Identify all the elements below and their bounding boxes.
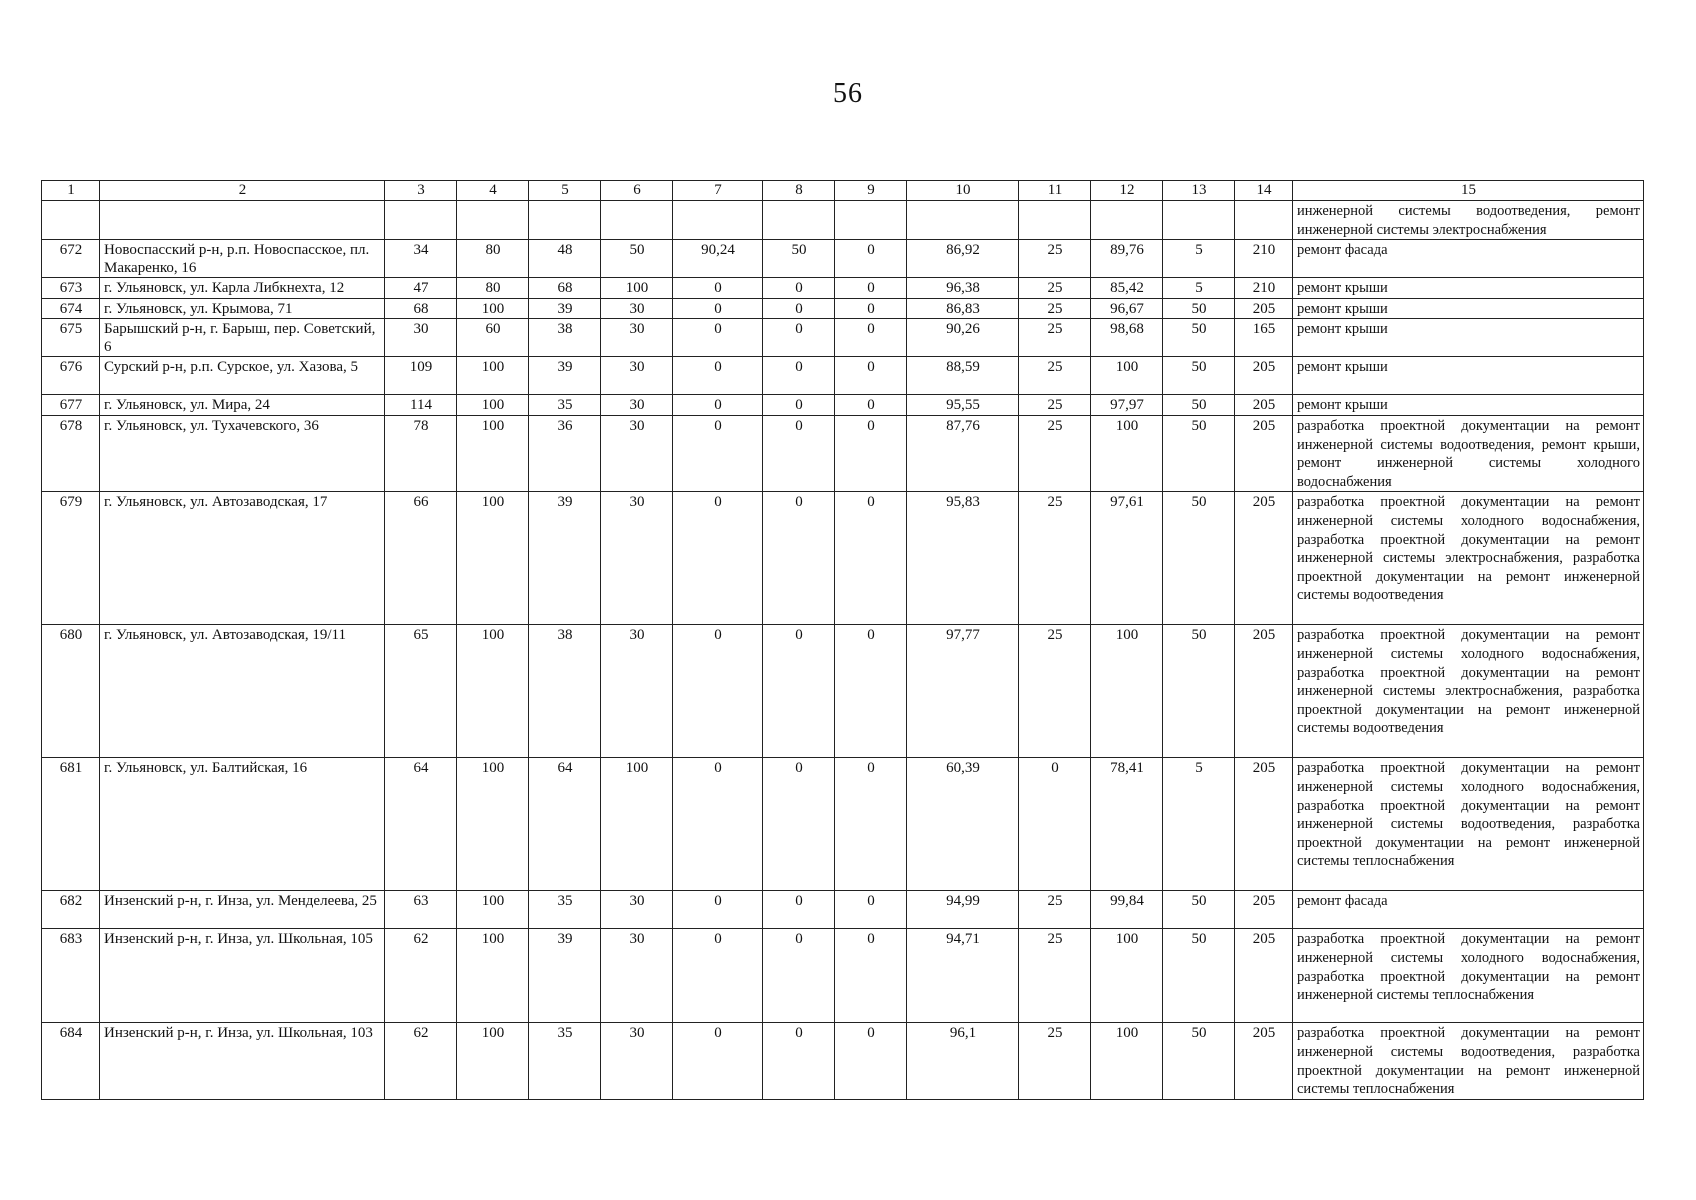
value-cell-c12: 78,41: [1091, 758, 1163, 891]
value-cell-c14: 205: [1235, 891, 1293, 929]
value-cell-c7: 0: [673, 298, 763, 319]
value-cell-c13: 50: [1163, 298, 1235, 319]
column-header: 8: [763, 181, 835, 201]
column-header: 7: [673, 181, 763, 201]
value-cell-c4: 100: [457, 357, 529, 395]
address-cell: Инзенский р-н, г. Инза, ул. Школьная, 105: [100, 929, 385, 1023]
value-cell-c4: 80: [457, 278, 529, 299]
value-cell-c13: 5: [1163, 240, 1235, 278]
value-cell-c10: 94,71: [907, 929, 1019, 1023]
value-cell-c4: 100: [457, 891, 529, 929]
value-cell-c5: 68: [529, 278, 601, 299]
value-cell-c13: 50: [1163, 395, 1235, 416]
work-description: ремонт крыши: [1293, 319, 1644, 357]
value-cell-c4: 80: [457, 240, 529, 278]
value-cell-c4: 100: [457, 415, 529, 491]
column-header: 12: [1091, 181, 1163, 201]
value-cell-c11: 25: [1019, 319, 1091, 357]
table-row: [42, 357, 1644, 395]
value-cell-c14: 205: [1235, 1023, 1293, 1099]
value-cell-c14: 205: [1235, 395, 1293, 416]
address-cell: г. Ульяновск, ул. Мира, 24: [100, 395, 385, 416]
value-cell-c5: 48: [529, 240, 601, 278]
value-cell-c3: 65: [385, 625, 457, 758]
value-cell-c12: 100: [1091, 1023, 1163, 1099]
value-cell-c9: 0: [835, 492, 907, 625]
value-cell-c10: 86,92: [907, 240, 1019, 278]
value-cell-c8: 0: [763, 357, 835, 395]
value-cell-c14: 205: [1235, 415, 1293, 491]
value-cell-c14: 210: [1235, 240, 1293, 278]
work-description: разработка проектной документации на ремонт инженерной системы водоотведения, разработка проектной документации на ремонт инженерной системы теплоснабжения: [1293, 1023, 1644, 1099]
value-cell-c7: 0: [673, 492, 763, 625]
value-cell-c12: 97,61: [1091, 492, 1163, 625]
value-cell-c8: 50: [763, 240, 835, 278]
value-cell-c9: 0: [835, 891, 907, 929]
row-number: 678: [42, 415, 100, 491]
column-header: 9: [835, 181, 907, 201]
column-header: 15: [1293, 181, 1644, 201]
address-cell: г. Ульяновск, ул. Автозаводская, 19/11: [100, 625, 385, 758]
value-cell-c12: 89,76: [1091, 240, 1163, 278]
value-cell-c13: 5: [1163, 758, 1235, 891]
column-header: 14: [1235, 181, 1293, 201]
value-cell-c7: 0: [673, 395, 763, 416]
value-cell-c6: 30: [601, 625, 673, 758]
value-cell-c11: 25: [1019, 415, 1091, 491]
table-row: [42, 1023, 1644, 1099]
column-number-row: [42, 181, 1644, 201]
address-cell: Инзенский р-н, г. Инза, ул. Менделеева, 25: [100, 891, 385, 929]
value-cell-c5: 38: [529, 319, 601, 357]
value-cell-c3: 66: [385, 492, 457, 625]
column-header: 11: [1019, 181, 1091, 201]
work-description: разработка проектной документации на ремонт инженерной системы холодного водоснабжения, разработка проектной документации на ремонт инженерной системы водоотведения, разработка проектной документации на ремонт инженерной системы теплоснабжения: [1293, 758, 1644, 891]
value-cell-c14: 165: [1235, 319, 1293, 357]
value-cell-c7: 0: [673, 1023, 763, 1099]
value-cell-c4: 100: [457, 625, 529, 758]
value-cell-c4: 100: [457, 298, 529, 319]
table-row: [42, 278, 1644, 299]
value-cell-c10: 60,39: [907, 758, 1019, 891]
value-cell-c12: 100: [1091, 929, 1163, 1023]
value-cell-c14: 210: [1235, 278, 1293, 299]
value-cell-c7: 0: [673, 891, 763, 929]
value-cell-c5: 38: [529, 625, 601, 758]
value-cell-c10: 96,1: [907, 1023, 1019, 1099]
value-cell-c8: 0: [763, 395, 835, 416]
value-cell-c11: 25: [1019, 240, 1091, 278]
work-description: разработка проектной документации на ремонт инженерной системы холодного водоснабжения, разработка проектной документации на ремонт инженерной системы электроснабжения, разработка проектной документации на ремонт инженерной системы водоотведения: [1293, 625, 1644, 758]
data-table: [41, 180, 1644, 1100]
value-cell-c10: 90,26: [907, 319, 1019, 357]
value-cell-c12: 100: [1091, 357, 1163, 395]
value-cell-c5: 36: [529, 415, 601, 491]
address-cell: Новоспасский р-н, р.п. Новоспасское, пл. Макаренко, 16: [100, 240, 385, 278]
column-header: 13: [1163, 181, 1235, 201]
value-cell-c11: 25: [1019, 492, 1091, 625]
value-cell-c9: 0: [835, 298, 907, 319]
table-row: [42, 492, 1644, 625]
work-description: ремонт крыши: [1293, 395, 1644, 416]
address-cell: г. Ульяновск, ул. Крымова, 71: [100, 298, 385, 319]
value-cell-c3: 63: [385, 891, 457, 929]
value-cell-c8: 0: [763, 929, 835, 1023]
column-header: 4: [457, 181, 529, 201]
column-header: 5: [529, 181, 601, 201]
value-cell-c9: 0: [835, 240, 907, 278]
table-row: [42, 758, 1644, 891]
value-cell-c8: 0: [763, 298, 835, 319]
value-cell-c8: 0: [763, 319, 835, 357]
value-cell-c3: 34: [385, 240, 457, 278]
table-row: [42, 240, 1644, 278]
table-row: [42, 298, 1644, 319]
row-number: 682: [42, 891, 100, 929]
value-cell-c14: 205: [1235, 492, 1293, 625]
value-cell-c7: 0: [673, 758, 763, 891]
row-number: 672: [42, 240, 100, 278]
value-cell-c8: 0: [763, 758, 835, 891]
value-cell-c3: 78: [385, 415, 457, 491]
value-cell-c12: 100: [1091, 415, 1163, 491]
value-cell-c14: 205: [1235, 357, 1293, 395]
value-cell-c4: 100: [457, 758, 529, 891]
value-cell-c7: 0: [673, 625, 763, 758]
value-cell-c13: 50: [1163, 929, 1235, 1023]
value-cell-c9: 0: [835, 1023, 907, 1099]
value-cell-c10: 95,55: [907, 395, 1019, 416]
value-cell-c5: 35: [529, 1023, 601, 1099]
value-cell-c3: 62: [385, 929, 457, 1023]
value-cell-c9: 0: [835, 929, 907, 1023]
value-cell-c6: 30: [601, 319, 673, 357]
value-cell-c13: 50: [1163, 319, 1235, 357]
column-header: 10: [907, 181, 1019, 201]
work-description: ремонт фасада: [1293, 240, 1644, 278]
value-cell-c8: 0: [763, 492, 835, 625]
value-cell-c4: 100: [457, 929, 529, 1023]
value-cell-c14: 205: [1235, 929, 1293, 1023]
table-row: [42, 625, 1644, 758]
address-cell: г. Ульяновск, ул. Автозаводская, 17: [100, 492, 385, 625]
value-cell-c13: 50: [1163, 1023, 1235, 1099]
table-row: [42, 415, 1644, 491]
value-cell-c9: 0: [835, 625, 907, 758]
value-cell-c4: 100: [457, 395, 529, 416]
value-cell-c12: 97,97: [1091, 395, 1163, 416]
value-cell-c10: 96,38: [907, 278, 1019, 299]
row-number: 684: [42, 1023, 100, 1099]
work-description: ремонт фасада: [1293, 891, 1644, 929]
value-cell-c7: 0: [673, 929, 763, 1023]
row-number: 681: [42, 758, 100, 891]
value-cell-c9: 0: [835, 758, 907, 891]
value-cell-c6: 30: [601, 415, 673, 491]
value-cell-c9: 0: [835, 395, 907, 416]
value-cell-c5: 39: [529, 492, 601, 625]
value-cell-c6: 30: [601, 1023, 673, 1099]
value-cell-c6: 50: [601, 240, 673, 278]
work-description: разработка проектной документации на ремонт инженерной системы водоотведения, ремонт крыши, ремонт инженерной системы холодного водоснабжения: [1293, 415, 1644, 491]
value-cell-c3: 30: [385, 319, 457, 357]
value-cell-c5: 35: [529, 395, 601, 416]
value-cell-c6: 30: [601, 492, 673, 625]
address-cell: г. Ульяновск, ул. Карла Либкнехта, 12: [100, 278, 385, 299]
value-cell-c14: 205: [1235, 758, 1293, 891]
address-cell: Сурский р-н, р.п. Сурское, ул. Хазова, 5: [100, 357, 385, 395]
value-cell-c10: 94,99: [907, 891, 1019, 929]
address-cell: Инзенский р-н, г. Инза, ул. Школьная, 103: [100, 1023, 385, 1099]
continuation-row: [42, 201, 1644, 240]
row-number: 680: [42, 625, 100, 758]
value-cell-c3: 68: [385, 298, 457, 319]
row-number: 676: [42, 357, 100, 395]
value-cell-c12: 100: [1091, 625, 1163, 758]
value-cell-c4: 60: [457, 319, 529, 357]
value-cell-c11: 25: [1019, 891, 1091, 929]
value-cell-c13: 50: [1163, 492, 1235, 625]
value-cell-c9: 0: [835, 319, 907, 357]
value-cell-c5: 35: [529, 891, 601, 929]
value-cell-c7: 90,24: [673, 240, 763, 278]
value-cell-c3: 114: [385, 395, 457, 416]
table-row: [42, 319, 1644, 357]
column-header: 1: [42, 181, 100, 201]
address-cell: г. Ульяновск, ул. Тухачевского, 36: [100, 415, 385, 491]
value-cell-c8: 0: [763, 278, 835, 299]
row-number: 679: [42, 492, 100, 625]
value-cell-c5: 39: [529, 298, 601, 319]
column-header: 3: [385, 181, 457, 201]
value-cell-c12: 98,68: [1091, 319, 1163, 357]
table-row: [42, 891, 1644, 929]
row-number: 677: [42, 395, 100, 416]
value-cell-c7: 0: [673, 278, 763, 299]
value-cell-c5: 39: [529, 929, 601, 1023]
value-cell-c5: 64: [529, 758, 601, 891]
value-cell-c12: 96,67: [1091, 298, 1163, 319]
work-description: разработка проектной документации на ремонт инженерной системы холодного водоснабжения, разработка проектной документации на ремонт инженерной системы электроснабжения, разработка проектной документации на ремонт инженерной системы водоотведения: [1293, 492, 1644, 625]
value-cell-c10: 86,83: [907, 298, 1019, 319]
value-cell-c11: 25: [1019, 1023, 1091, 1099]
value-cell-c5: 39: [529, 357, 601, 395]
address-cell: Барышский р-н, г. Барыш, пер. Советский, 6: [100, 319, 385, 357]
row-number: 673: [42, 278, 100, 299]
value-cell-c3: 64: [385, 758, 457, 891]
column-header: 2: [100, 181, 385, 201]
value-cell-c10: 88,59: [907, 357, 1019, 395]
value-cell-c9: 0: [835, 415, 907, 491]
value-cell-c13: 50: [1163, 357, 1235, 395]
value-cell-c11: 25: [1019, 395, 1091, 416]
value-cell-c6: 30: [601, 929, 673, 1023]
value-cell-c6: 100: [601, 758, 673, 891]
value-cell-c7: 0: [673, 415, 763, 491]
value-cell-c11: 25: [1019, 625, 1091, 758]
work-description: ремонт крыши: [1293, 298, 1644, 319]
address-cell: г. Ульяновск, ул. Балтийская, 16: [100, 758, 385, 891]
value-cell-c9: 0: [835, 278, 907, 299]
value-cell-c6: 30: [601, 357, 673, 395]
value-cell-c11: 25: [1019, 278, 1091, 299]
value-cell-c11: 25: [1019, 357, 1091, 395]
row-number: 674: [42, 298, 100, 319]
value-cell-c14: 205: [1235, 625, 1293, 758]
value-cell-c7: 0: [673, 319, 763, 357]
value-cell-c12: 85,42: [1091, 278, 1163, 299]
work-description: ремонт крыши: [1293, 357, 1644, 395]
value-cell-c8: 0: [763, 891, 835, 929]
value-cell-c12: 99,84: [1091, 891, 1163, 929]
table-row: [42, 395, 1644, 416]
value-cell-c13: 50: [1163, 415, 1235, 491]
column-header: 6: [601, 181, 673, 201]
value-cell-c11: 25: [1019, 298, 1091, 319]
value-cell-c9: 0: [835, 357, 907, 395]
value-cell-c3: 109: [385, 357, 457, 395]
page-number: 56: [833, 78, 863, 109]
value-cell-c11: 25: [1019, 929, 1091, 1023]
value-cell-c10: 95,83: [907, 492, 1019, 625]
value-cell-c13: 50: [1163, 625, 1235, 758]
work-description: ремонт крыши: [1293, 278, 1644, 299]
value-cell-c4: 100: [457, 1023, 529, 1099]
value-cell-c8: 0: [763, 625, 835, 758]
value-cell-c3: 62: [385, 1023, 457, 1099]
value-cell-c6: 30: [601, 395, 673, 416]
value-cell-c10: 97,77: [907, 625, 1019, 758]
value-cell-c6: 30: [601, 891, 673, 929]
row-number: 675: [42, 319, 100, 357]
value-cell-c8: 0: [763, 1023, 835, 1099]
value-cell-c7: 0: [673, 357, 763, 395]
value-cell-c6: 100: [601, 278, 673, 299]
value-cell-c11: 0: [1019, 758, 1091, 891]
work-description: разработка проектной документации на ремонт инженерной системы холодного водоснабжения, разработка проектной документации на ремонт инженерной системы теплоснабжения: [1293, 929, 1644, 1023]
work-description: инженерной системы водоотведения, ремонт инженерной системы электроснабжения: [1293, 201, 1644, 240]
value-cell-c4: 100: [457, 492, 529, 625]
row-number: 683: [42, 929, 100, 1023]
value-cell-c8: 0: [763, 415, 835, 491]
table-row: [42, 929, 1644, 1023]
value-cell-c13: 50: [1163, 891, 1235, 929]
value-cell-c13: 5: [1163, 278, 1235, 299]
value-cell-c6: 30: [601, 298, 673, 319]
value-cell-c3: 47: [385, 278, 457, 299]
value-cell-c14: 205: [1235, 298, 1293, 319]
value-cell-c10: 87,76: [907, 415, 1019, 491]
